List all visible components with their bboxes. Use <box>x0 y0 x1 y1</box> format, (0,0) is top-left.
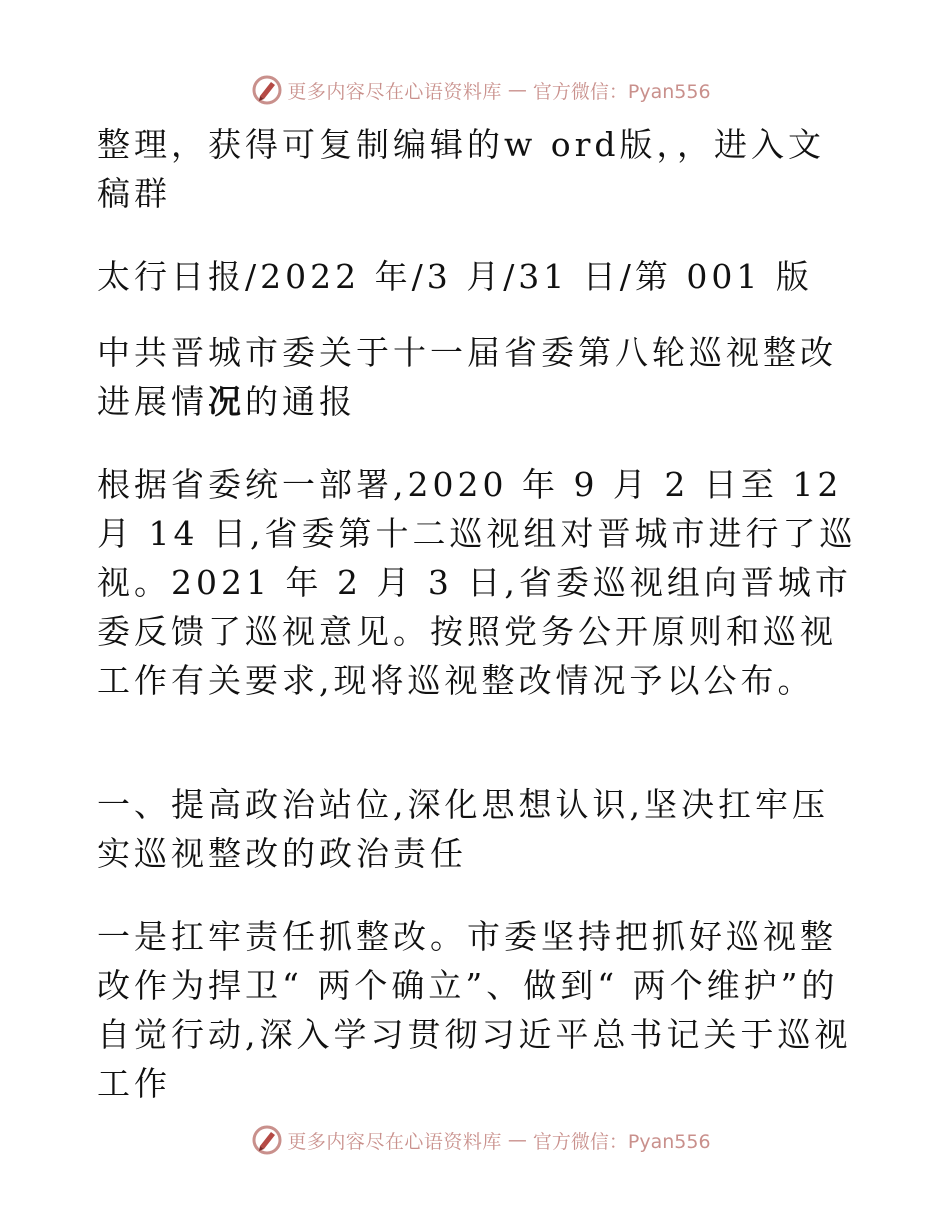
writing-hand-logo-icon <box>251 74 283 106</box>
banner-content <box>239 1124 710 1156</box>
banner-content <box>239 74 710 106</box>
banner-text: 更多内容尽在心语资料库 <box>287 1130 502 1153</box>
section-heading-one: 一、提高政治站位,深化思想认识,坚决扛牢压实巡视整改的政治责任 <box>97 785 829 873</box>
writing-hand-logo-icon <box>251 1124 283 1156</box>
banner-contact: 官方微信：Pyan556 <box>532 80 711 103</box>
title-text: 中共晋城市委关于十一届省委第八轮巡视整改进展情 <box>97 333 837 421</box>
banner-text: 更多内容尽在心语资料库 <box>287 80 502 103</box>
title-bold-char: 况 <box>208 382 245 421</box>
paragraph-source: 太行日报/2022 年/3 月/31 日/第 001 版 <box>97 257 813 296</box>
banner-contact: 官方微信：Pyan556 <box>532 1130 711 1153</box>
paragraph-responsibility: 一是扛牢责任抓整改。市委坚持把抓好巡视整改作为捍卫“ 两个确立”、做到“ 两个维护”的自觉行动,深入学习贯彻习近平总书记关于巡视工作 <box>97 917 852 1103</box>
title-tail: 的通报 <box>245 382 356 421</box>
document-title <box>97 328 857 426</box>
footer-banner <box>0 1120 950 1160</box>
paragraph-intro: 整理，获得可复制编辑的w ord版，，进入文稿群 <box>97 125 826 213</box>
banner-separator: — <box>507 79 527 101</box>
paragraph-background: 根据省委统一部署,2020 年 9 月 2 日至 12 月 14 日,省委第十二巡视组对晋城市进行了巡视。2021 年 2 月 3 日,省委巡视组向晋城市委反馈了巡视意见。按照党务公开原则和巡视工作有关要求,现将巡视整改情况予以公布。 <box>97 465 857 700</box>
header-banner <box>0 70 950 110</box>
banner-separator: — <box>507 1129 527 1151</box>
